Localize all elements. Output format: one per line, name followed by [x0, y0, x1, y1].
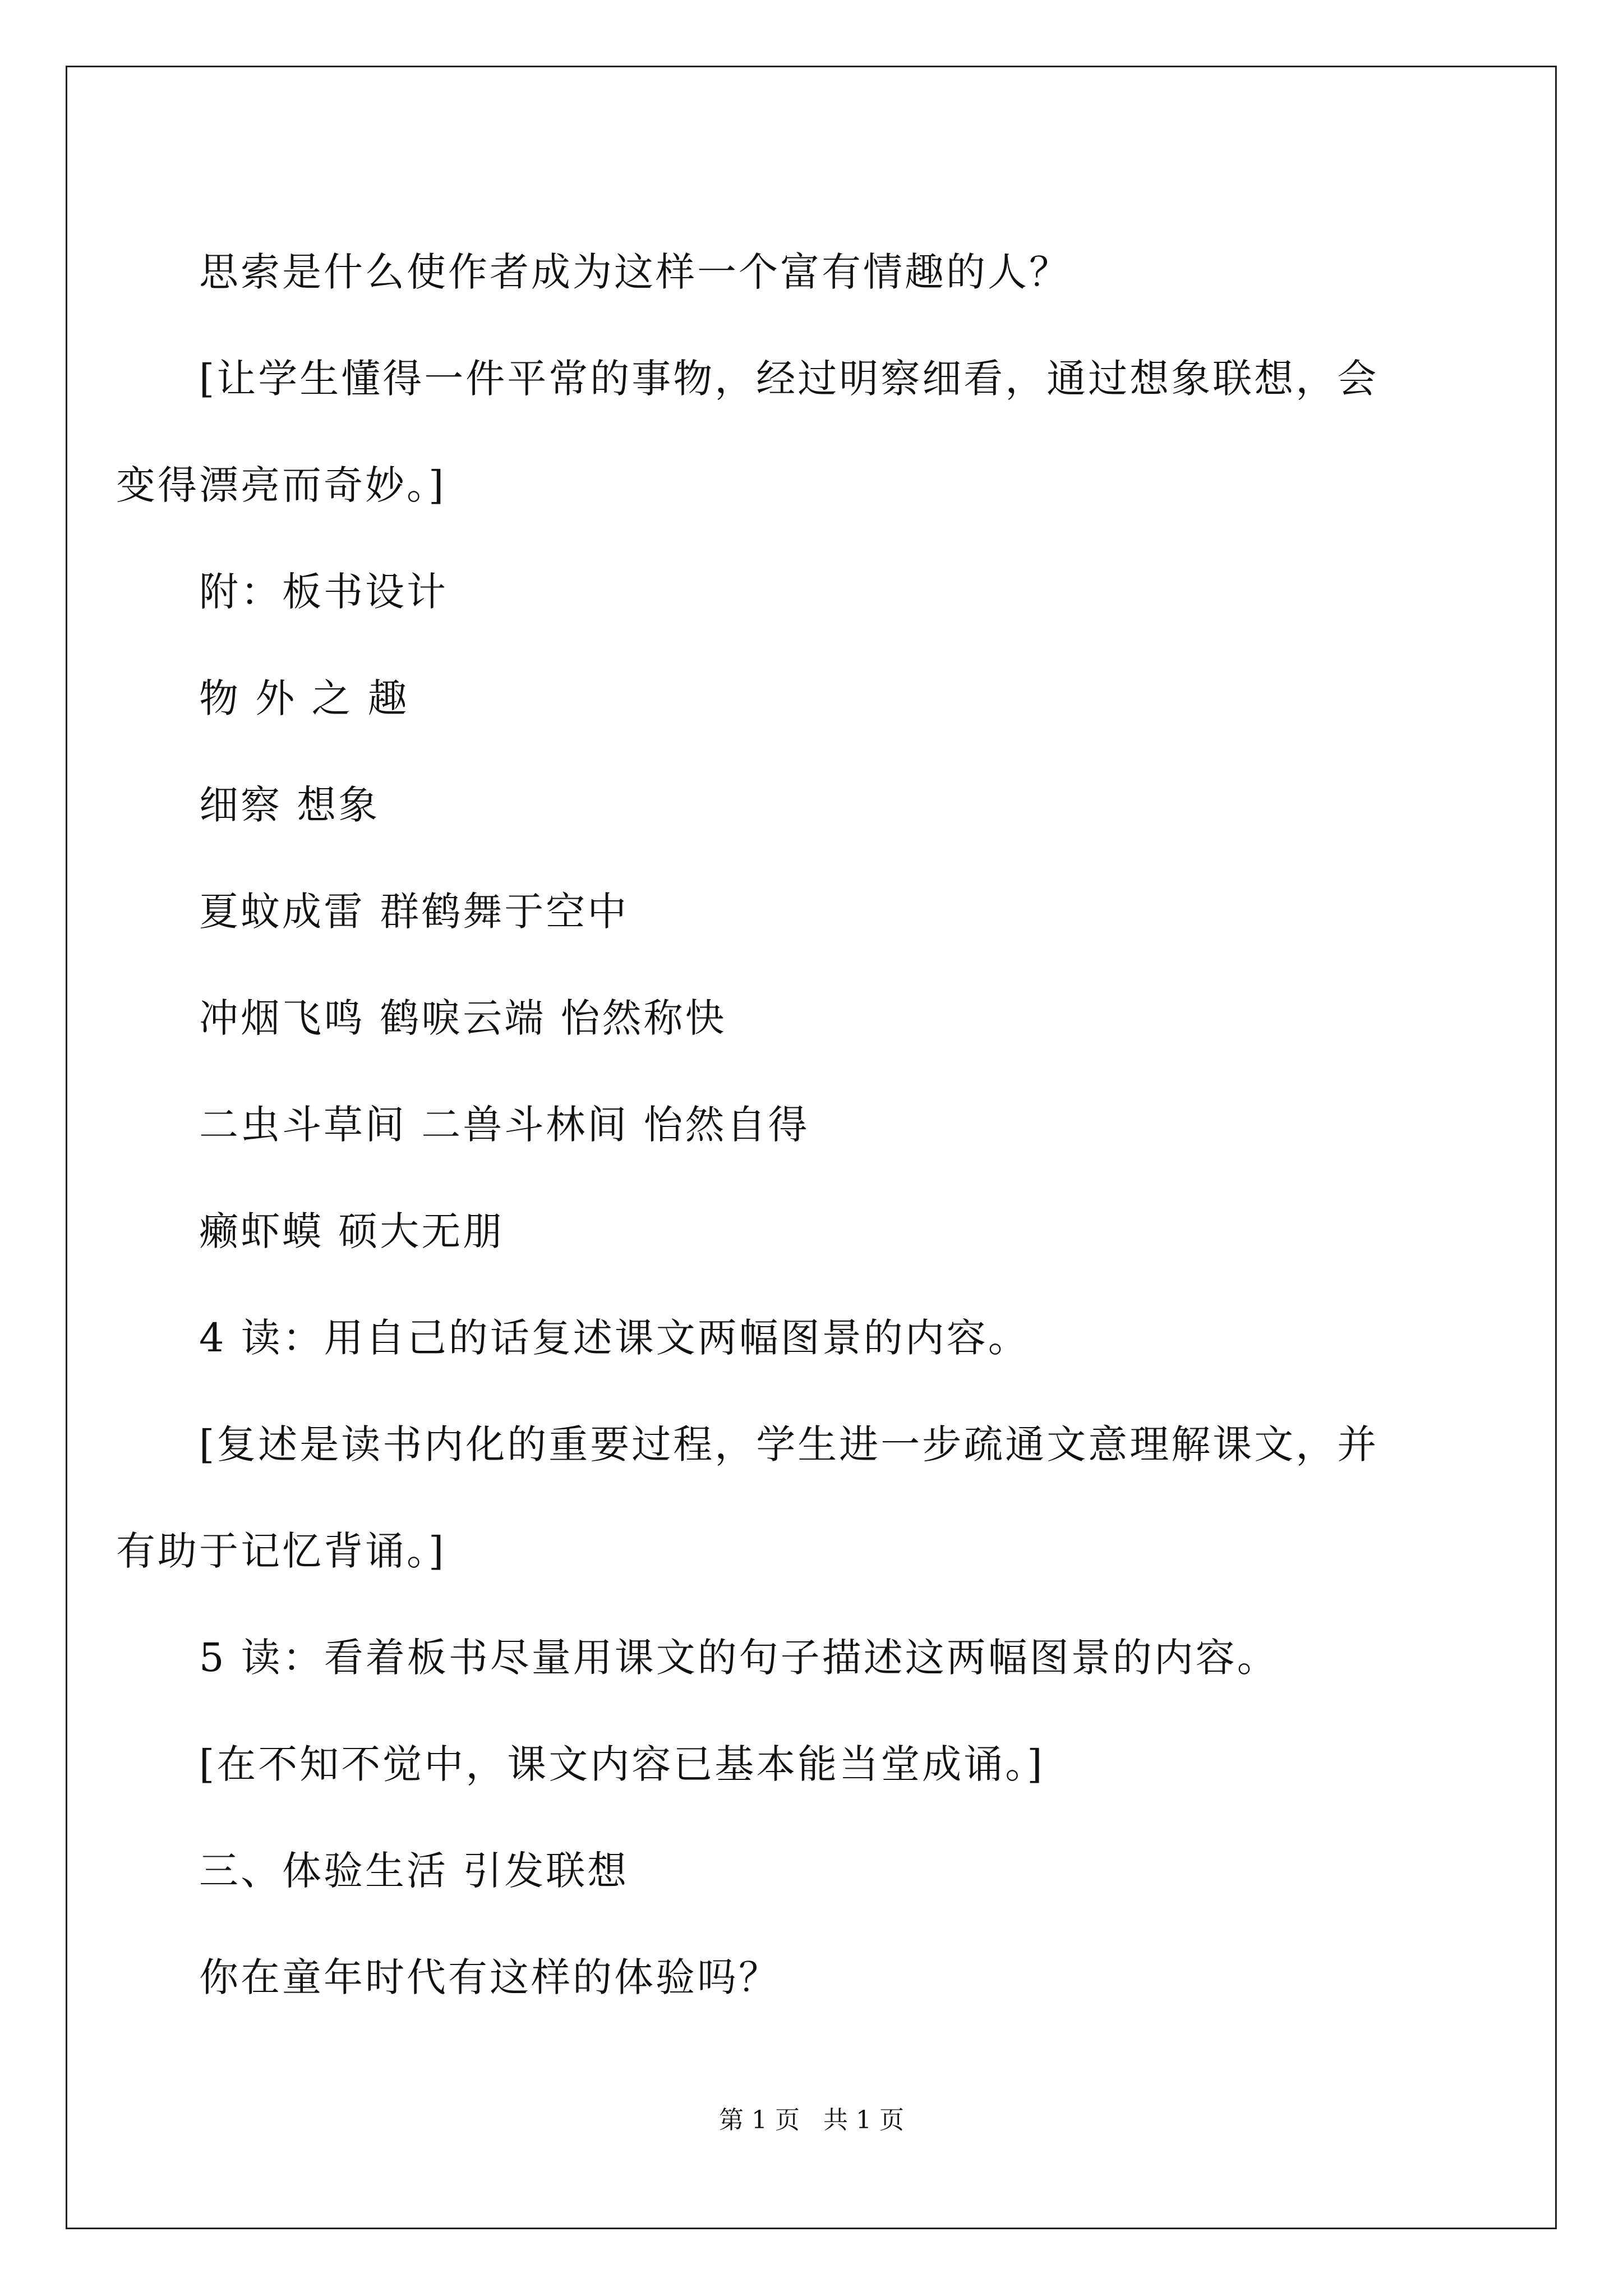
paragraph: 你在童年时代有这样的体验吗？ [199, 1954, 780, 2000]
board-title: 物 外 之 趣 [199, 675, 409, 721]
board-line: 冲烟飞鸣 鹤唳云端 怡然称快 [199, 995, 727, 1041]
page-number: 第 1 页 [719, 2106, 800, 2134]
board-line: 夏蚊成雷 群鹤舞于空中 [199, 889, 629, 935]
paragraph: 4 读：用自己的话复述课文两幅图景的内容。 [199, 1315, 1030, 1361]
paragraph: [在不知不觉中，课文内容已基本能当堂成诵。] [199, 1741, 1045, 1787]
board-line: 癞虾蟆 硕大无朋 [199, 1208, 505, 1254]
page-total: 共 1 页 [823, 2106, 904, 2134]
paragraph-continuation: 有助于记忆背诵。] [116, 1528, 446, 1574]
board-line: 细察 想象 [199, 782, 380, 828]
paragraph-continuation: 变得漂亮而奇妙。] [116, 462, 446, 508]
paragraph: [复述是读书内化的重要过程，学生进一步疏通文意理解课文，并 [199, 1421, 1379, 1467]
section-heading: 三、体验生活 引发联想 [199, 1848, 629, 1894]
paragraph: 5 读：看着板书尽量用课文的句子描述这两幅图景的内容。 [199, 1635, 1279, 1681]
paragraph: 附：板书设计 [199, 569, 448, 615]
page-footer [0, 2104, 1623, 2137]
paragraph: 思索是什么使作者成为这样一个富有情趣的人？ [199, 249, 1071, 295]
board-line: 二虫斗草间 二兽斗林间 怡然自得 [199, 1102, 810, 1148]
paragraph: [让学生懂得一件平常的事物，经过明察细看，通过想象联想，会 [199, 356, 1379, 402]
document-body [116, 219, 1433, 2031]
